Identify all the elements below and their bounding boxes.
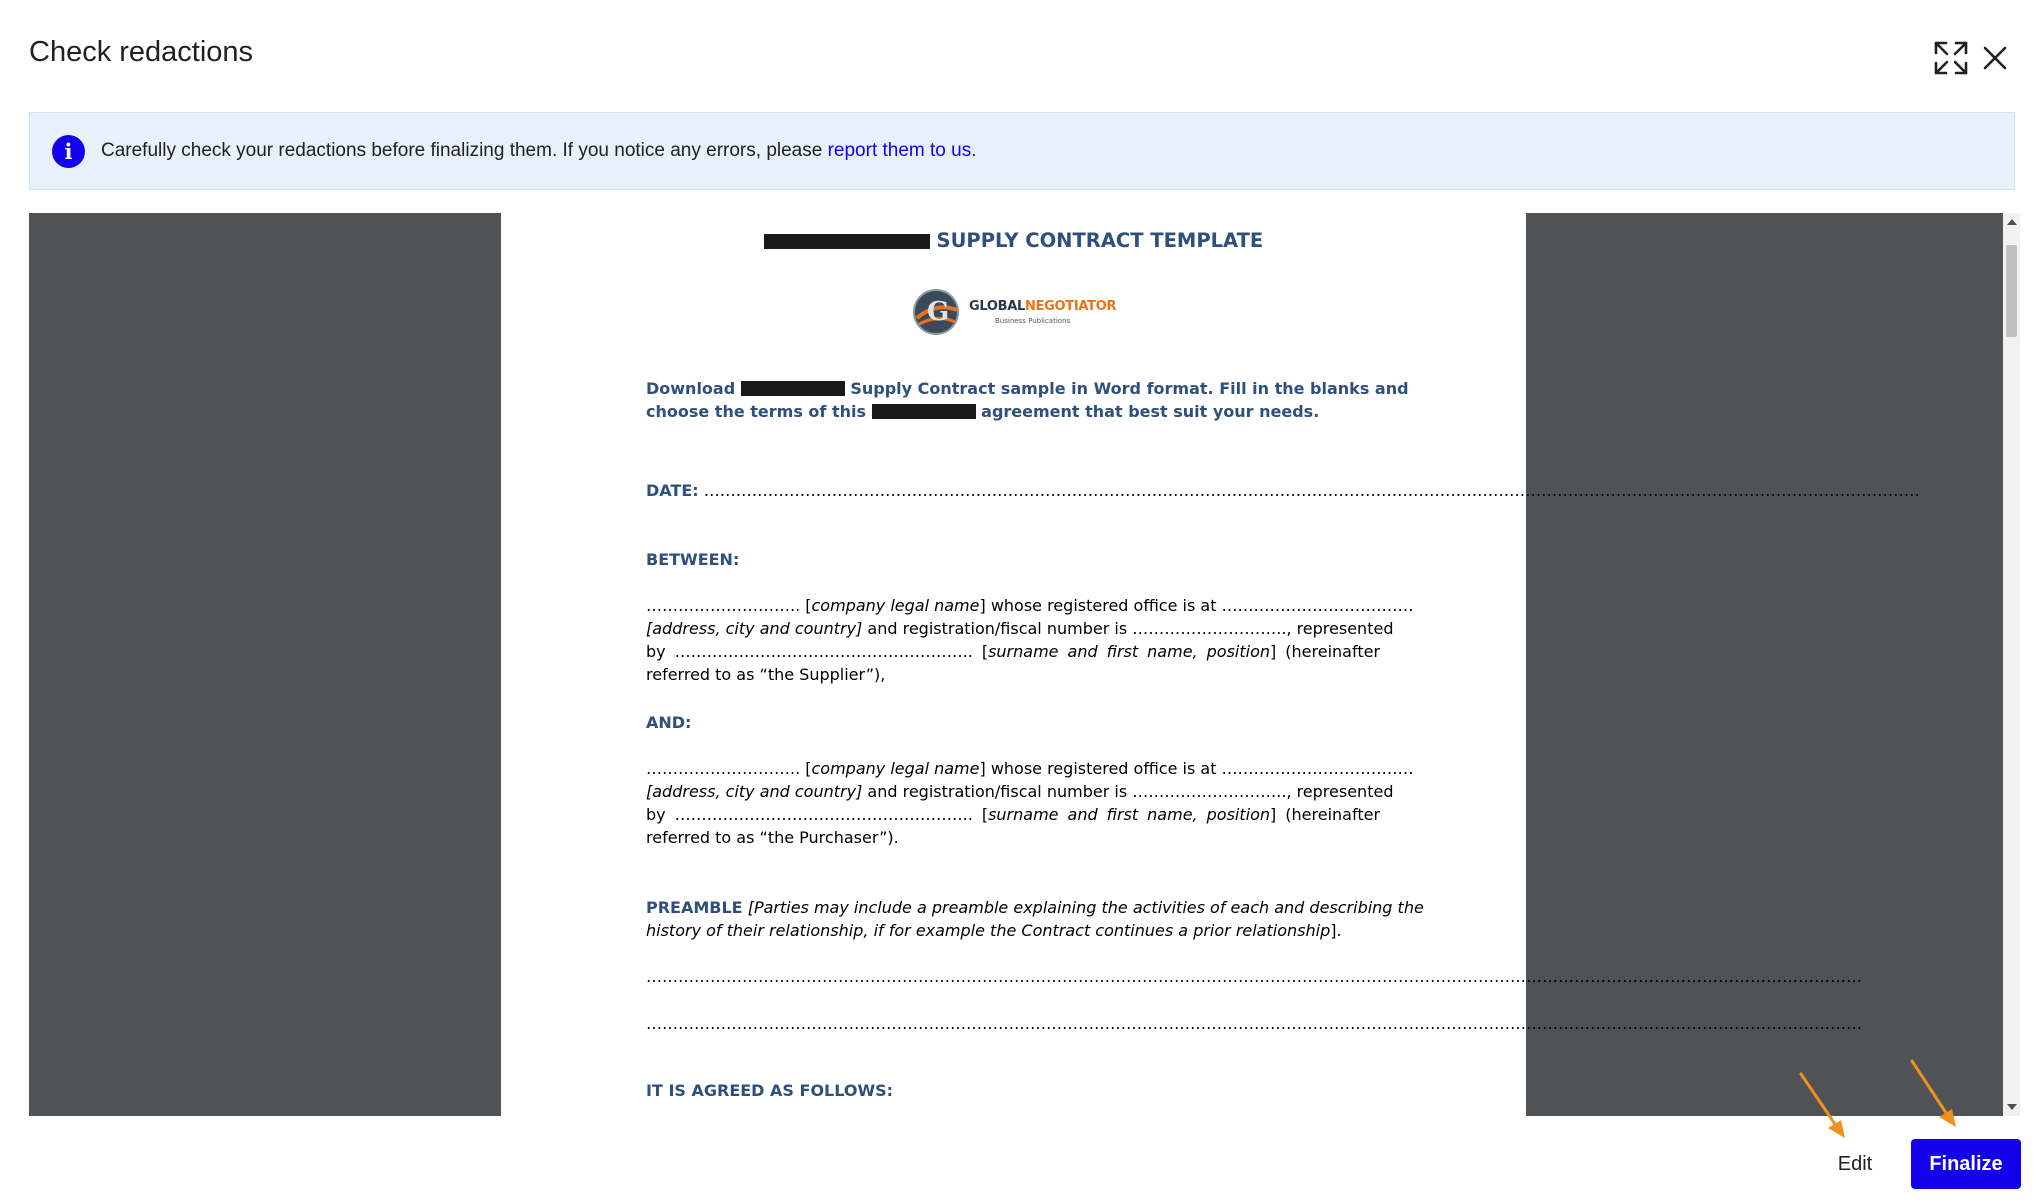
date-line: DATE: ………………………………………………………………………………………………………………………………………………………………………………………………………… [646,481,1920,500]
close-icon[interactable] [1975,38,2015,78]
and-label: AND: [646,713,692,732]
global-negotiator-logo [909,284,1129,339]
redaction-box [764,234,930,249]
between-label: BETWEEN: [646,550,740,569]
expand-icon[interactable] [1931,38,1971,78]
supplier-paragraph: ……………………….. [company legal name] whose registered office is at ……………………………… [address, city and country] and registration/fiscal number is ……………………….., represented by ……………………………………………….. [surname and first name, position] (hereinafter referred to as “the Supplier”), [646,596,1414,684]
finalize-button[interactable]: Finalize [1911,1139,2021,1189]
redaction-box [741,381,845,396]
dialog-title: Check redactions [29,36,254,68]
intro-line-2: choose the terms of this agreement that best suit your needs. [646,402,1320,421]
intro-line-1: Download Supply Contract sample in Word format. Fill in the blanks and [646,379,1409,398]
date-label: DATE: [646,481,699,500]
svg-text:G: G [927,297,950,327]
document-page [501,213,1920,1116]
preamble-blank-line-2: ………………………………………………………………………………………………………………………………………………………………………………………………………… [646,1014,1862,1033]
viewer-scrollbar[interactable] [2003,213,2020,1116]
doc-title [501,229,1526,252]
preamble-blank-line-1: ………………………………………………………………………………………………………………………………………………………………………………………………………… [646,967,1862,986]
logo-wordmark: GLOBALNEGOTIATOR [969,299,1117,314]
preamble-paragraph: PREAMBLE [Parties may include a preamble explaining the activities of each and describing the history of their relationship, if for example the Contract continues a prior relationship]. [646,898,1424,940]
logo-subtitle: Business Publications [995,317,1071,325]
info-icon: i [52,135,85,168]
redaction-box [872,404,976,419]
scroll-up-arrow-icon[interactable] [2007,219,2017,225]
logo-globe-icon [909,284,967,339]
agreed-label: IT IS AGREED AS FOLLOWS: [646,1081,894,1100]
intro-paragraph [646,377,1409,423]
edit-button[interactable]: Edit [1810,1139,1900,1189]
document-viewer[interactable] [29,213,2004,1116]
scrollbar-thumb[interactable] [2006,245,2017,337]
doc-title-text: SUPPLY CONTRACT TEMPLATE [936,229,1264,252]
banner-text: Carefully check your redactions before finalizing them. If you notice any errors, please [101,140,828,161]
info-banner [29,112,2015,190]
banner-message [101,140,977,162]
report-link[interactable]: report them to us [827,140,972,161]
banner-suffix: . [971,140,977,161]
preamble-label: PREAMBLE [646,898,743,917]
scroll-down-arrow-icon[interactable] [2007,1104,2017,1110]
purchaser-paragraph: ……………………….. [company legal name] whose registered office is at ……………………………… [address, city and country] and registration/fiscal number is ……………………….., represented by ……………………………………………….. [surname and first name, position] (hereinafter referred to as “the Purchaser”). [646,759,1414,847]
